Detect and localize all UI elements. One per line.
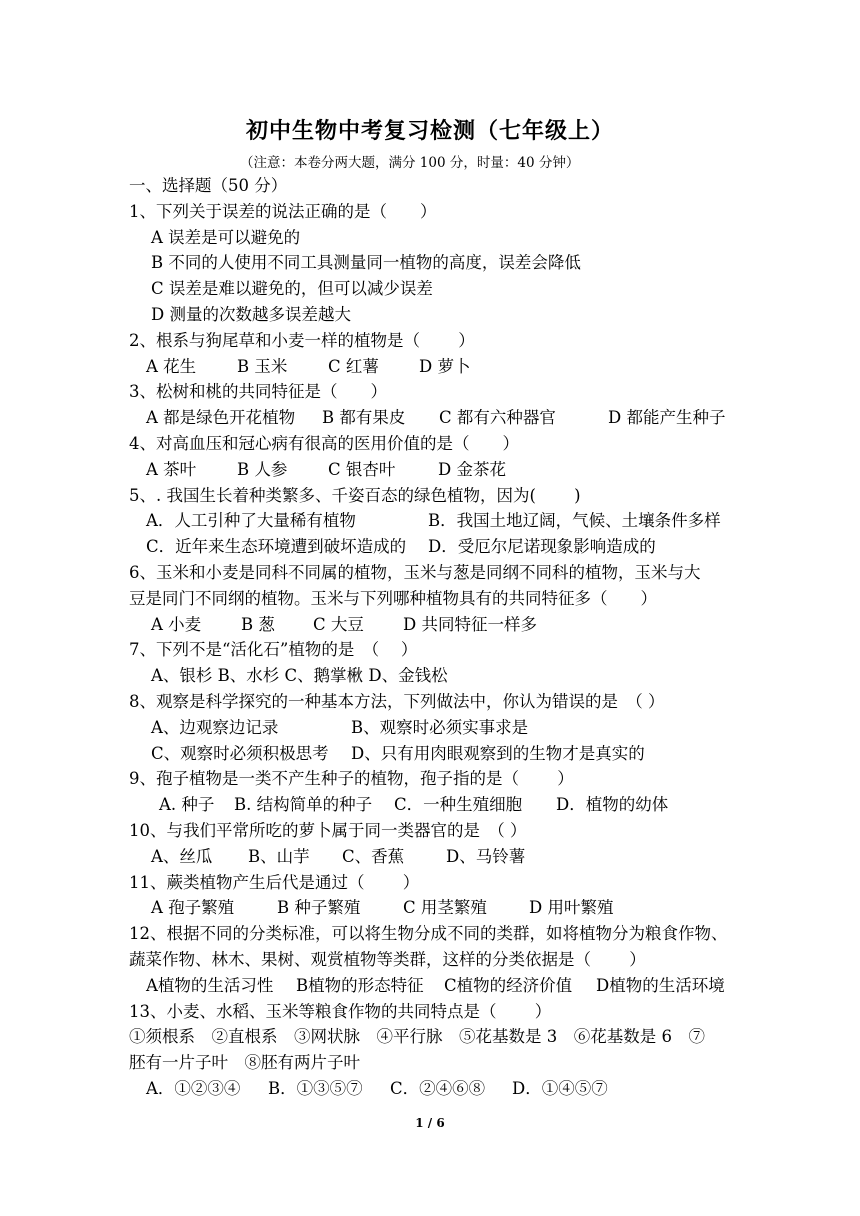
question-13-items-line1: ①须根系 ②直根系 ③网状脉 ④平行脉 ⑤花基数是 3 ⑥花基数是 6 ⑦ (129, 1027, 705, 1047)
question-4-option-d: D 金茶花 (438, 459, 506, 479)
question-3-options (129, 405, 739, 431)
question-2-option-b: B 玉米 (237, 356, 288, 376)
question-3-option-c: C 都有六种器官 (439, 408, 556, 428)
question-12-option-b: B植物的形态特征 (296, 975, 424, 995)
question-10-option-d: D、马铃薯 (446, 846, 526, 866)
question-10-options (129, 844, 739, 870)
question-5-option-c: C．近年来生态环境遭到破坏造成的 (146, 537, 407, 557)
question-3-option-b: B 都有果皮 (322, 408, 406, 428)
question-12-option-d: D植物的生活环境 (596, 975, 725, 995)
question-13-option-d: D．①④⑤⑦ (512, 1078, 608, 1098)
question-11-option-d: D 用叶繁殖 (529, 898, 614, 918)
question-12-option-a: A植物的生活习性 (146, 975, 274, 995)
question-10-option-b: B、山芋 (248, 846, 310, 866)
question-11-stem: 11、蕨类植物产生后代是通过（ ） (129, 872, 420, 892)
question-1-option-a: A 误差是可以避免的 (151, 227, 301, 247)
question-9-option-d: D．植物的幼体 (556, 795, 669, 815)
question-10-option-c: C、香蕉 (342, 846, 405, 866)
question-9-option-a: A. 种子 (159, 795, 215, 815)
question-1-option-c: C 误差是难以避免的，但可以减少误差 (151, 279, 433, 299)
question-2-options (129, 354, 739, 380)
page-number: 1 / 6 (415, 1116, 445, 1130)
question-13-option-a: A．①②③④ (146, 1078, 241, 1098)
question-6-stem-line1: 6、玉米和小麦是同科不同属的植物，玉米与葱是同纲不同科的植物，玉米与大 (129, 562, 701, 582)
question-3-stem: 3、松树和桃的共同特征是（ ） (129, 382, 387, 402)
question-3-option-a: A 都是绿色开花植物 (146, 408, 296, 428)
question-5-option-d: D．受厄尔尼诺现象影响造成的 (428, 537, 656, 557)
question-9-options (129, 792, 739, 818)
question-13-stem: 13、小麦、水稻、玉米等粮食作物的共同特点是（ ） (129, 1001, 552, 1021)
question-8-option-b: B、观察时必须实事求是 (351, 717, 529, 737)
question-8-option-c: C、观察时必须积极思考 (151, 743, 329, 763)
question-4-option-b: B 人参 (237, 459, 288, 479)
question-6-stem-line2: 豆是同门不同纲的植物。玉米与下列哪种植物具有的共同特征多（ ） (129, 588, 657, 608)
question-13-items-line2: 胚有一片子叶 ⑧胚有两片子叶 (129, 1053, 360, 1073)
question-6-options (129, 612, 739, 638)
question-8-options-row2 (129, 741, 739, 767)
question-7-stem: 7、下列不是“活化石”植物的是 （ ） (129, 640, 418, 660)
question-6-option-b: B 葱 (241, 614, 275, 634)
question-1-option-d: D 测量的次数越多误差越大 (151, 304, 351, 324)
question-8-option-a: A、边观察边记录 (151, 717, 279, 737)
question-12-options (129, 973, 739, 999)
question-8-options-row1 (129, 715, 739, 741)
question-5-stem: 5、. 我国生长着种类繁多、千姿百态的绿色植物，因为( ) (129, 485, 581, 505)
question-6-option-a: A 小麦 (151, 614, 202, 634)
question-1-option-b: B 不同的人使用不同工具测量同一植物的高度，误差会降低 (151, 253, 581, 273)
question-9-option-c: C．一种生殖细胞 (394, 795, 523, 815)
question-12-option-c: C植物的经济价值 (444, 975, 573, 995)
question-10-option-a: A、丝瓜 (151, 846, 213, 866)
question-4-options (129, 457, 739, 483)
question-9-option-b: B. 结构简单的种子 (234, 795, 373, 815)
question-11-option-b: B 种子繁殖 (277, 898, 361, 918)
question-1-stem: 1、下列关于误差的说法正确的是（ ） (129, 201, 437, 221)
question-6-option-d: D 共同特征一样多 (403, 614, 537, 634)
question-10-stem: 10、与我们平常所吃的萝卜属于同一类器官的是 （ ） (129, 820, 527, 840)
question-5-option-b: B．我国土地辽阔，气候、土壤条件多样 (428, 511, 721, 531)
question-11-option-c: C 用茎繁殖 (403, 898, 487, 918)
exam-note: （注意：本卷分两大题，满分 100 分，时量：40 分钟） (240, 155, 580, 171)
question-2-option-c: C 红薯 (328, 356, 379, 376)
question-body (129, 173, 739, 1102)
question-11-option-a: A 孢子繁殖 (151, 898, 235, 918)
question-8-stem: 8、观察是科学探究的一种基本方法，下列做法中，你认为错误的是 （ ） (129, 691, 665, 711)
question-12-stem-line1: 12、根据不同的分类标准，可以将生物分成不同的类群，如将植物分为粮食作物、 (129, 924, 728, 944)
page-title: 初中生物中考复习检测（七年级上） (245, 118, 614, 144)
question-13-options (129, 1076, 739, 1102)
question-13-option-b: B．①③⑤⑦ (268, 1078, 363, 1098)
question-4-stem: 4、对高血压和冠心病有很高的医用价值的是（ ） (129, 433, 519, 453)
question-3-option-d: D 都能产生种子 (608, 408, 726, 428)
question-4-option-a: A 茶叶 (146, 459, 197, 479)
question-2-stem: 2、根系与狗尾草和小麦一样的植物是（ ） (129, 330, 475, 350)
question-9-stem: 9、孢子植物是一类不产生种子的植物，孢子指的是（ ） (129, 769, 574, 789)
question-4-option-c: C 银杏叶 (328, 459, 396, 479)
question-7-options: A、银杉 B、水杉 C、鹅掌楸 D、金钱松 (151, 666, 448, 686)
section-heading: 一、选择题（50 分） (129, 176, 288, 195)
question-13-option-c: C．②④⑥⑧ (390, 1078, 486, 1098)
question-2-option-d: D 萝卜 (419, 356, 471, 376)
question-5-option-a: A．人工引种了大量稀有植物 (146, 511, 356, 531)
question-12-stem-line2: 蔬菜作物、林木、果树、观赏植物等类群，这样的分类依据是（ ） (129, 949, 646, 969)
question-2-option-a: A 花生 (146, 356, 197, 376)
question-8-option-d: D、只有用肉眼观察到的生物才是真实的 (351, 743, 645, 763)
question-5-options-row1 (129, 508, 739, 534)
question-11-options (129, 895, 739, 921)
question-6-option-c: C 大豆 (313, 614, 364, 634)
question-5-options-row2 (129, 534, 739, 560)
